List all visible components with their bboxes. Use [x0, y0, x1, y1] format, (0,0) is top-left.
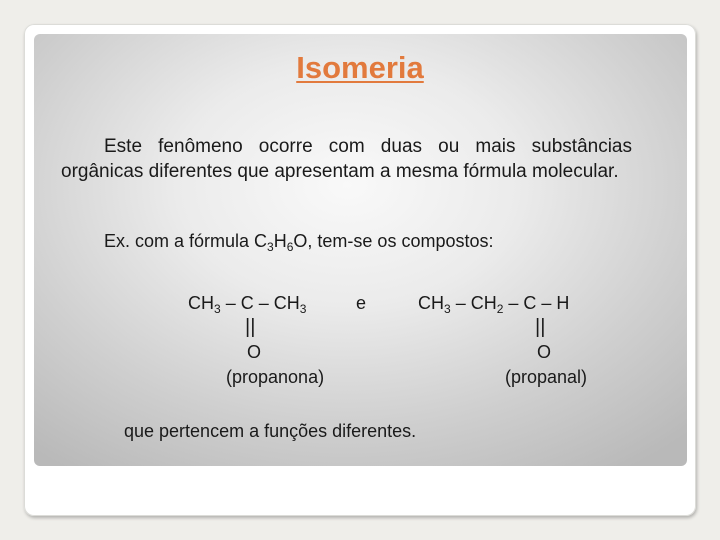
- example-line: [104, 231, 494, 252]
- propanona-name: (propanona): [226, 367, 325, 387]
- conclusion-text: que pertencem a funções diferentes.: [124, 421, 417, 441]
- example-suffix: O, tem-se os compostos:: [293, 231, 494, 251]
- propanona-double-bond: ||: [245, 316, 256, 338]
- propanal-name: (propanal): [505, 367, 588, 387]
- example-hydrogen: H: [273, 231, 287, 251]
- definition-paragraph: Este fenômeno ocorre com duas ou mais substâncias orgânicas diferentes que apresentam a mesma fórmula molecular.: [61, 136, 632, 182]
- formula-part: CH: [188, 293, 214, 313]
- slide-title: Isomeria: [296, 50, 424, 85]
- formula-subscript: 3: [214, 302, 221, 316]
- formula-subscript: 3: [444, 302, 451, 316]
- propanona-oxygen: O: [247, 342, 262, 362]
- formula-part: – C – CH: [220, 293, 300, 313]
- propanal-double-bond: ||: [535, 316, 546, 338]
- propanal-formula: [418, 293, 569, 314]
- formula-subscript: 3: [299, 302, 307, 316]
- propanona-formula: [188, 293, 306, 314]
- formula-part: CH: [418, 293, 444, 313]
- formula-subscript: 2: [496, 302, 504, 316]
- propanal-oxygen: O: [537, 342, 552, 362]
- formula-part: – CH: [450, 293, 497, 313]
- example-prefix: Ex. com a fórmula C: [104, 231, 268, 251]
- formula-part: – C – H: [503, 293, 570, 313]
- connector-text: e: [356, 293, 367, 313]
- example-sub-hydrogen: 6: [286, 240, 294, 254]
- example-sub-carbon: 3: [267, 240, 274, 254]
